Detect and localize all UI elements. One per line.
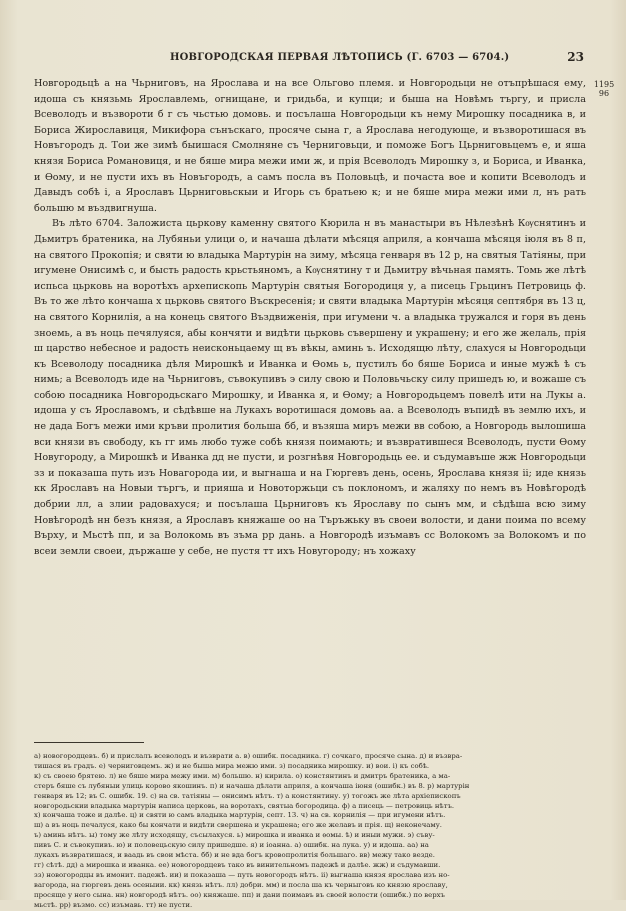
paragraph-6703: Новгородьцѣ а на Чьрниговъ, на Ярослава и на все Ольгово племя. и Новгородьци не отъпрѣшася ему, идоша съ князьмь Ярославлемь, огнищане, и гридьба, и купци; и быша на Новѣмъ търгу, и присла Всеволодъ и възвороти б г съ чьстью домовь. и посълаша Новгородьци къ нему Мирошку посадника в, и Бориса Жирославиця, Микифора сънъскаго, просяче сына г, а Ярослава негодующе, и възворотишася въ Новъгородъ д. Тои же зимѣ быишася Смолняне съ Черниговьци, и поможе Богъ Цьрниговьцемъ е, и яша князя Бориса Романовиця, и не бяше мира межи ими ж, и прія Всеволодъ Мирошку з, и Бориса, и Иванка, и Ѳому, и не пусти ихъ въ Новъгородъ, а самъ посла въ Половьцѣ, и почаста вое и копити Всеволодъ и Давыдъ собѣ і, а Ярославъ Цьрниговьскыи и Игорь съ братьею к; и не бяше мира межи ими л, нъ рать большю м въздвигнуша. xyxy=(34,78,586,214)
paragraph-6704: Въ лѣто 6704. Заложиста цьркову каменну святого Кюрила н въ манастыри въ Нѣлезѣнѣ Кѹснятинъ и Дьмитръ братеника, на Лубяньи улици о, и начаша дѣлати мѣсяця априля, а кончаша мѣсяця іюля въ 8 п, на святого Прокопія; и святи ю владыка Мартурін на зиму, мѣсяца генваря въ 12 р, на святыя Татіяны, при игумене Онисимѣ с, и бысть радость крьстьяномъ, а Кѹснятину т и Дьмитру вѣчьная память. Томь же лѣтѣ испьса цьрковь на воротѣхъ архепископь Мартурін святыя Богородиця у, а писець Грьцинъ Петровиць ф. Въ то же лѣто кончаша х цьрковь святого Въскресенія; и святи владыка Мартурін мѣсяця септября въ 13 ц, на святого Корнилія, а на конець святого Въздвиженія, при игумени ч. а владыка тружался и горя въ день зноемь, а въ ноць печялуяся, абы кончяти и видѣти цьрковь съвершену и украшену; и его же желаль, прія ш царство небесное и радость неисконьцаему щ въ вѣкы, аминь ъ. Исходящю лѣту, слахуся ы Новгородьци къ Всеволоду посадника дѣля Мирошкѣ и Иванка и Ѳомь ь, пустилъ бо бяше Бориса и иные мужѣ ѣ съ нимь; а Всеволодъ иде на Чьрниговъ, съвокупивъ э силу свою и Половьчьску силу пришедъ ю, и вожаше съ собою посадника Новгородьскаго Мирошку, и Иванка я, и Ѳому; а Новгородьцемъ повелѣ ити на Лукы а. идоша у съ Ярославомъ, и сѣдѣвше на Лукахъ воротишася домовь аа. а Всеволодъ въпидѣ въ землю ихъ, и не дада Богъ межи ими кръви пролития больша бб, и възяша миръ межи вв собою, а Новгородь вылошиша вси князи въ свободу, къ гг имь любо туже собѣ князя поимають; и възвратившеся Всеволодъ, пусти Ѳому Новугороду, а Мирошкѣ и Иванка дд не пусти, и розгнѣвя Новгородьць ее. и съдумавъше жж Новгородьци зз и показаша путь изъ Новагорода ии, и выгнаша и на Гюргевъ день, осень, Ярослава князя іі; иде князь кк Ярославъ на Новыи търгъ, и прияша и Новоторжьци съ поклономъ, и жаляху по немъ въ Новѣгородѣ добрии лл, а злии радовахуся; и посълаша Цьрниговъ къ Ярославу по сынъ мм, и сѣдѣша всю зиму Новѣгородѣ нн безъ князя, а Ярославъ княжаше оо на Търъжьку въ своеи волости, и дани поима по всему Върху, и Мьстѣ пп, и за Волокомь въ зъма рр дань. а Новгородѣ изъмавъ сс Волокомъ за Волокомъ и по всеи земли своеи, държаше у себе, не пустя тт ихъ Новугороду; нъ хожаху xyxy=(34,218,586,557)
margin-year-96: 96 xyxy=(598,89,610,98)
footnote-line: а) новогородцевъ. б) и прислалъ всеволодъ и възврати а. в) ошибк. посадника. г) сочкаго, просяче сына. д) и възвра- xyxy=(34,752,463,760)
footnote-line: к) съ своею брятею. л) не бяше мира межу ими. м) большю. н) кирила. о) констянтинъ и дмитръ братеника, а ма- xyxy=(34,771,451,780)
footnote-line: ъ) аминь нѣтъ. ы) тому же лѣту исходящу, съсылахуся. ь) мирошка и иванка и ѳомы. ѣ) и иныи мужи. э) съву- xyxy=(34,831,435,840)
footnote-line: пивъ С. и съвокупивъ. ю) и половецьскую силу пришедше. я) и іоанна. а) ошибк. на лука. у) и идоша. аа) на xyxy=(34,841,429,850)
running-head: НОВГОРОДСКАЯ ПЕРВАЯ ЛѢТОПИСЬ (Г. 6703 — 6704.) xyxy=(170,52,510,63)
chronicle-text xyxy=(34,76,586,559)
footnote-line: ш) а въ ноць печалуся, како бы кончати и видѣти свершена и украшена; его же желавъ и прія. щ) неконечаму. xyxy=(34,821,442,830)
footnote-separator xyxy=(34,742,144,743)
margin-year-1195: 1195 xyxy=(593,80,615,89)
footnote-line: х) кончаша тоже и далѣе. ц) и святи ю самъ владыка мартурін, септ. 13. ч) на св. корнилія — при игумени нѣтъ. xyxy=(34,811,446,820)
footnotes xyxy=(34,752,586,911)
footnote-line: просяще у него сына. нн) новгородѣ нѣтъ. оо) княжаше. пп) и дани поимавъ въ своей волости (ошибк.) по верхъ xyxy=(34,890,445,899)
footnote-line: вагорода, на гюргевъ день осеныии. кк) князь нѣтъ. лл) добри. мм) и посла ша къ черныговъ ко князю ярославу, xyxy=(34,880,448,889)
margin-year-note xyxy=(588,80,620,98)
footnote-line: генваря въ 12; въ С. ошибк. 19. с) на св. татіяны — онисимъ нѣтъ. т) а констянтину. у) тогожъ же лѣта архіепископъ xyxy=(34,791,461,800)
page-header xyxy=(34,52,594,68)
footnote-line: лукахъ възвратишася, и ваадь въ свои мѣста. бб) и не вда богъ кровопролитія большаго. вв) межу тако везде. xyxy=(34,851,435,860)
footnote-line: гг) сѣтѣ. дд) а мирошка и иванка. ее) новогородцевъ тако въ винительномъ падежѣ и далѣе. жж) и съдумавши. xyxy=(34,860,441,869)
footnote-line: зз) новогородцы въ имонит. падежѣ. ии) и показаша — путь новогородъ нѣтъ. іі) выгнаша князя ярослава изъ но- xyxy=(34,870,450,879)
footnote-line: стеръ бяше съ лубяныи улиць корово якошинъ. п) и начаша дѣлати априля, а кончаша іюня (ошибк.) въ 8. р) мартурін xyxy=(34,781,470,790)
footnote-line: мьстѣ. рр) възмо. сс) изъмавь. тт) не пусти. xyxy=(34,900,193,909)
footnote-line: тишася въ градъ. е) черниговцемъ. ж) и не быша мира межю ими. з) посадника мирошку. и) вои. і) къ собѣ. xyxy=(34,761,430,770)
footnote-line: новгородьскии владыка мартурін написа церковь, на воротахъ, святыа богородица. ф) а писець — петровиць нѣтъ. xyxy=(34,801,455,810)
page-number: 23 xyxy=(567,50,584,64)
